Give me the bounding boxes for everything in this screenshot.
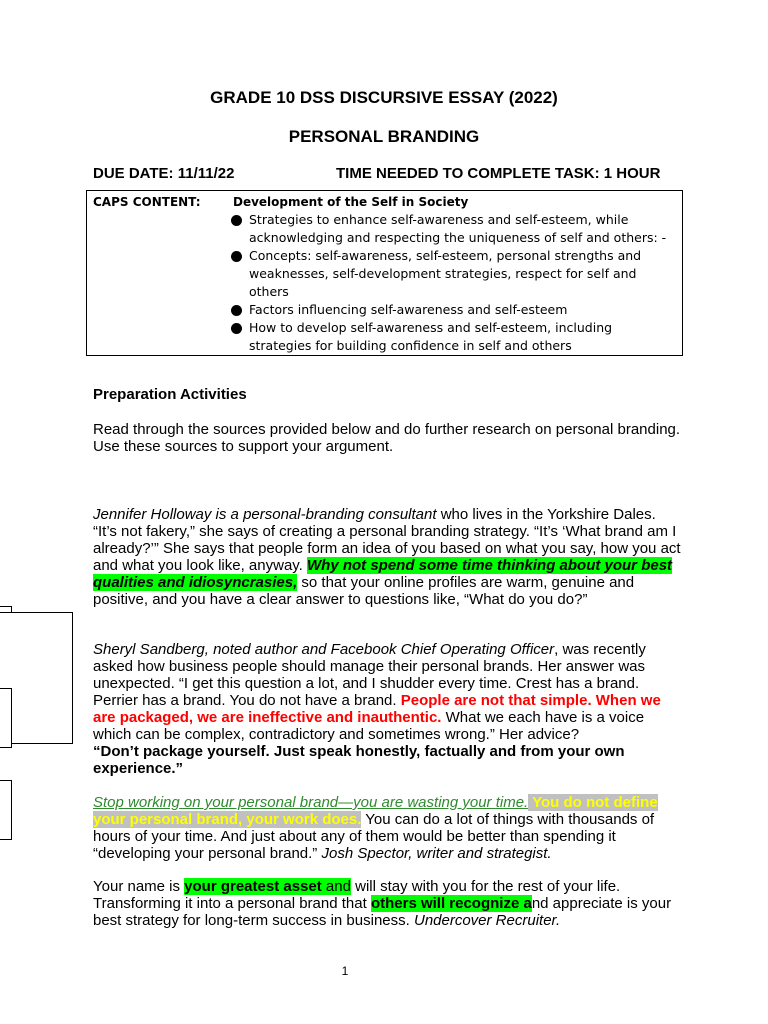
- bullet-icon: [231, 305, 242, 316]
- source-sandberg: Sheryl Sandberg, noted author and Facebook Chief Operating Officer, was recently asked how business people should manage their personal brands. Her answer was unexpected. “I get this question a lot, and I shudder every time. Crest has a brand. Perrier has a brand. You do not have a brand. People are not that simple. When we are packaged, we are ineffective and inauthentic. What we each have is a voice which can be complex, contradictory and sometimes wrong.” Her advice? “Don’t package yourself. Just speak honestly, factually and from your own experience.”: [93, 641, 661, 777]
- source-recruiter: Your name is your greatest asset and will stay with you for the rest of your life. Transforming it into a personal brand that others will recognize and appreciate is your best strategy for long-term success in business. Undercover Recruiter.: [93, 878, 672, 929]
- bullet-icon: [231, 251, 242, 262]
- source-attribution: Josh Spector, writer and strategist.: [321, 845, 552, 862]
- due-date: DUE DATE: 11/11/22: [93, 165, 235, 182]
- page-number: 1: [341, 964, 349, 978]
- highlighted-text: and: [321, 878, 351, 895]
- source-spector: Stop working on your personal brand—you are wasting your time. You do not define your personal brand, your work does. You can do a lot of things with thousands of hours of your time. And just about any of them would be better than spending it “developing your personal brand.” Josh Spector, writer and strategist.: [93, 794, 658, 862]
- source-author: Sheryl Sandberg, noted author and Facebook Chief Operating Officer: [93, 641, 555, 658]
- preparation-text: Read through the sources provided below and do further research on personal branding. Use these sources to support your argument.: [93, 421, 681, 455]
- highlighted-text: Why not spend some time thinking about your best qualities and idiosyncrasies,: [93, 557, 673, 591]
- preparation-title: Preparation Activities: [93, 386, 247, 403]
- yellow-highlight-text: You do not define your personal brand, your work does.: [93, 794, 658, 828]
- caps-item: How to develop self-awareness and self-esteem, including strategies for building confidence in self and others: [229, 319, 669, 355]
- document-title: GRADE 10 DSS DISCURSIVE ESSAY (2022): [210, 88, 558, 107]
- caps-label: CAPS CONTENT:: [93, 195, 201, 209]
- caps-content-box: [86, 190, 683, 356]
- bullet-icon: [231, 215, 242, 226]
- source-author: Jennifer Holloway is a personal-branding consultant: [93, 506, 437, 523]
- highlighted-text: others will recognize a: [370, 895, 532, 912]
- source-attribution: Undercover Recruiter.: [413, 912, 561, 929]
- caps-item: Concepts: self-awareness, self-esteem, personal strengths and weaknesses, self-development strategies, respect for self and others: [229, 247, 669, 301]
- source-holloway: Jennifer Holloway is a personal-branding consultant who lives in the Yorkshire Dales. “It’s not fakery,” she says of creating a personal branding strategy. “It’s ‘What brand am I already?’” She says that people form an idea of you based on what you say, how you act and what you look like, anyway. Why not spend some time thinking about your best qualities and idiosyncrasies, so that your online profiles are warm, genuine and positive, and you have a clear answer to questions like, “What do you do?”: [93, 506, 681, 608]
- red-bold-text: People are not that simple. When we are packaged, we are ineffective and inauthentic.: [93, 692, 661, 726]
- caps-list: [229, 211, 669, 355]
- caps-item: Strategies to enhance self-awareness and self-esteem, while acknowledging and respecting the uniqueness of self and others: -: [229, 211, 669, 247]
- green-italic-text: Stop working on your personal brand—you are wasting your time.: [93, 794, 529, 811]
- time-needed: TIME NEEDED TO COMPLETE TASK: 1 HOUR: [336, 165, 661, 182]
- bold-quote: “Don’t package yourself. Just speak honestly, factually and from your own experience.”: [93, 743, 625, 777]
- document-subtitle: PERSONAL BRANDING: [288, 127, 480, 146]
- caps-heading: Development of the Self in Society: [233, 195, 469, 209]
- highlighted-text: your greatest asset: [184, 878, 322, 895]
- margin-box-fragment: [0, 688, 12, 748]
- caps-item: Factors influencing self-awareness and self-esteem: [229, 301, 669, 319]
- margin-box-fragment: [0, 780, 12, 840]
- bullet-icon: [231, 323, 242, 334]
